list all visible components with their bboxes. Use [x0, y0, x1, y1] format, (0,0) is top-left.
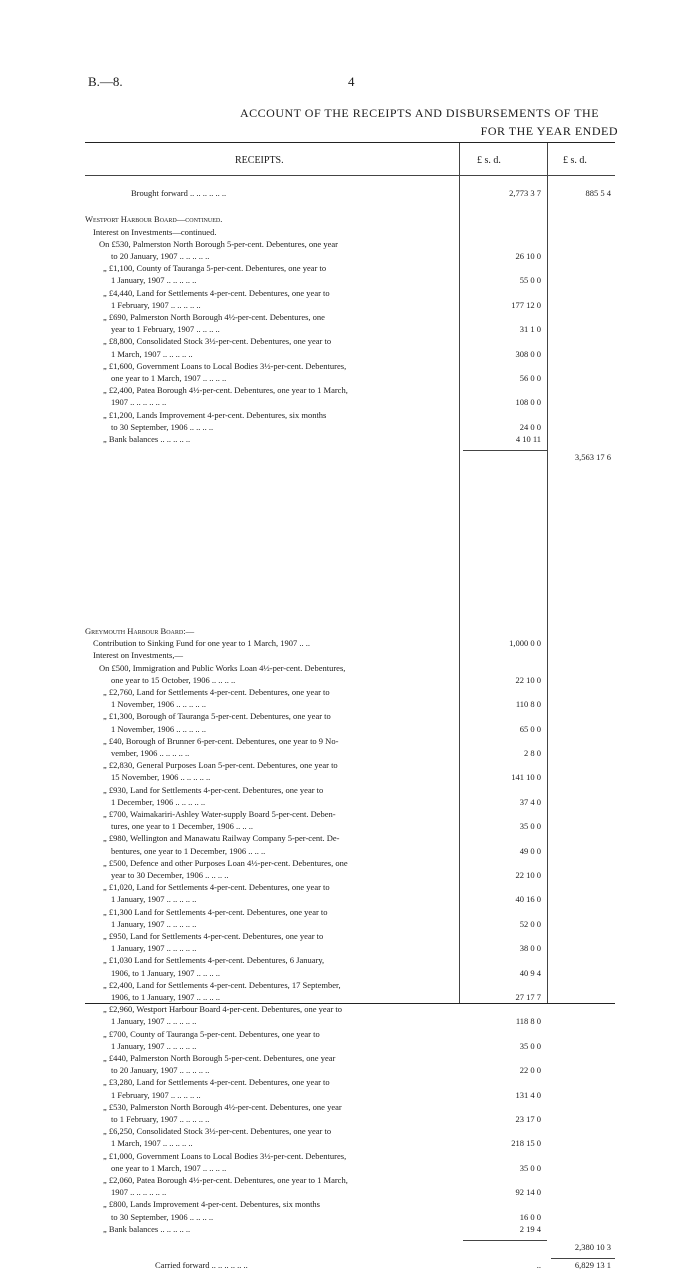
table-row [85, 1015, 615, 1027]
table-row [85, 1028, 615, 1040]
row-description: 1906, to 1 January, 1907 .. .. .. .. [111, 992, 220, 1002]
row-description: „ £1,020, Land for Settlements 4-per-cent. Debentures, one year to [103, 882, 330, 893]
row-description: „ £2,830, General Purposes Loan 5-per-cent. Debentures, one year to [103, 760, 338, 771]
table-row [85, 213, 615, 225]
row-description: Interest on Investments—continued. [93, 226, 217, 237]
row-amount-1: 16 0 0 [519, 1211, 541, 1222]
table-row [85, 1052, 615, 1064]
table-row [85, 808, 615, 820]
row-amount-1: 141 10 0 [511, 772, 541, 783]
row-description: 1 January, 1907 .. .. .. .. .. [111, 1016, 197, 1027]
row-amount-1: 131 4 0 [515, 1089, 541, 1100]
table-row [85, 771, 615, 783]
row-amount-2: 2,380 10 3 [574, 1242, 611, 1252]
row-amount-1: 52 0 0 [519, 918, 541, 929]
page-number: 4 [348, 74, 355, 89]
row-description: 1 January, 1907 .. .. .. .. .. [111, 918, 197, 929]
row-description: 1907 .. .. .. .. .. .. [111, 1187, 167, 1198]
row-description: 1 February, 1907 .. .. .. .. .. [111, 299, 201, 310]
row-description: „ £6,250, Consolidated Stock 3½-per-cent. Debentures, one year to [103, 1126, 332, 1137]
table-row [85, 238, 615, 250]
row-description: vember, 1906 .. .. .. .. .. [111, 748, 190, 758]
row-description: to 30 September, 1906 .. .. .. .. [111, 1211, 214, 1222]
row-description: „ £2,060, Patea Borough 4½-per-cent. Debentures, one year to 1 March, [103, 1175, 348, 1185]
row-description: „ £2,960, Westport Harbour Board 4-per-cent. Debentures, one year to [103, 1004, 343, 1015]
row-amount-1: 308 0 0 [515, 348, 541, 359]
row-description: 1 January, 1907 .. .. .. .. .. [111, 275, 197, 286]
row-description: 1 December, 1906 .. .. .. .. .. [111, 796, 206, 807]
table-row [85, 187, 615, 199]
row-description: „ £440, Palmerston North Borough 5-per-cent. Debentures, one year [103, 1053, 336, 1063]
table-row [85, 747, 615, 759]
table-row [85, 1211, 615, 1223]
row-amount-1: 26 10 0 [515, 251, 541, 261]
row-amount-1: 35 0 0 [519, 1162, 541, 1173]
table-row [85, 979, 615, 991]
account-table [85, 142, 615, 1271]
table-row [85, 409, 615, 421]
row-description: On £530, Palmerston North Borough 5-per-cent. Debentures, one year [99, 238, 338, 249]
row-description: tures, one year to 1 December, 1906 .. .. .. [111, 821, 253, 832]
row-description: 1 February, 1907 .. .. .. .. .. [111, 1089, 201, 1100]
row-description: 1907 .. .. .. .. .. .. [111, 397, 167, 408]
table-row [85, 662, 615, 674]
table-row [85, 1089, 615, 1101]
row-description: „ £4,440, Land for Settlements 4-per-cent. Debentures, one year to [103, 287, 330, 298]
row-amount-2: 3,563 17 6 [574, 452, 611, 463]
row-description: „ £2,760, Land for Settlements 4-per-cent. Debentures, one year to [103, 687, 330, 697]
table-row [85, 1162, 615, 1174]
row-description: „ £1,100, County of Tauranga 5-per-cent. Debentures, one year to [103, 263, 327, 274]
table-row [85, 348, 615, 360]
total-rule [463, 450, 547, 451]
row-amount-1: .. [536, 1260, 541, 1271]
row-description: „ £2,400, Patea Borough 4½-per-cent. Debentures, one year to 1 March, [103, 385, 348, 396]
table-row [85, 723, 615, 735]
table-row [85, 1137, 615, 1149]
header-rule [85, 175, 615, 176]
row-description: „ £500, Defence and other Purposes Loan 4½-per-cent. Debentures, one [103, 857, 348, 868]
row-description: 1 March, 1907 .. .. .. .. .. [111, 1138, 193, 1149]
row-description: Greymouth Harbour Board:— [85, 626, 195, 636]
row-amount-1: 23 17 0 [515, 1114, 541, 1124]
table-row [85, 323, 615, 335]
table-row [85, 274, 615, 286]
table-row [85, 698, 615, 710]
table-row [85, 396, 615, 408]
row-description: 1 January, 1907 .. .. .. .. .. [111, 943, 197, 954]
row-amount-1: 40 16 0 [515, 894, 541, 905]
row-description: 15 November, 1906 .. .. .. .. .. [111, 772, 211, 783]
row-amount-1: 65 0 0 [519, 723, 541, 734]
row-description: „ Bank balances .. .. .. .. .. [103, 1223, 191, 1234]
table-row [85, 1064, 615, 1076]
table-row [85, 1198, 615, 1210]
row-description: to 20 January, 1907 .. .. .. .. .. [111, 251, 210, 261]
row-description: year to 1 February, 1907 .. .. .. .. [111, 324, 220, 335]
row-amount-1: 31 1 0 [519, 324, 541, 335]
row-amount-1: 4 10 11 [515, 434, 541, 444]
row-amount-1: 24 0 0 [519, 421, 541, 432]
row-description: one year to 1 March, 1907 .. .. .. .. [111, 373, 227, 383]
row-description: bentures, one year to 1 December, 1906 .. .. .. [111, 845, 266, 856]
total-rule [551, 1258, 615, 1259]
row-description: „ £1,200, Lands Improvement 4-per-cent. Debentures, six months [103, 409, 327, 420]
table-row [85, 686, 615, 698]
row-description: Brought forward .. .. .. .. .. .. [131, 188, 227, 198]
row-description: 1 November, 1906 .. .. .. .. .. [111, 699, 207, 710]
table-row [85, 832, 615, 844]
header-receipts: RECEIPTS. [235, 155, 284, 166]
table-row [85, 625, 615, 637]
row-amount-1: 37 4 0 [519, 796, 541, 807]
table-row [85, 710, 615, 722]
table-row [85, 674, 615, 686]
table-row [85, 421, 615, 433]
row-description: „ £1,000, Government Loans to Local Bodies 3½-per-cent. Debentures, [103, 1150, 347, 1161]
row-amount-1: 110 8 0 [515, 699, 541, 710]
row-amount-1: 177 12 0 [511, 299, 541, 310]
row-description: „ £1,600, Government Loans to Local Bodies 3½-per-cent. Debentures, [103, 360, 347, 371]
row-description: 1 January, 1907 .. .. .. .. .. [111, 894, 197, 905]
row-description: Interest on Investments,— [93, 650, 183, 661]
row-amount-1: 40 9 4 [519, 967, 541, 978]
row-description: to 20 January, 1907 .. .. .. .. .. [111, 1065, 210, 1076]
row-description: one year to 15 October, 1906 .. .. .. .. [111, 674, 236, 685]
table-row [85, 930, 615, 942]
row-amount-1: 49 0 0 [519, 845, 541, 856]
table-row [85, 1150, 615, 1162]
table-row [85, 262, 615, 274]
row-amount-1: 22 0 0 [519, 1065, 541, 1076]
table-row [85, 918, 615, 930]
row-description: „ Bank balances .. .. .. .. .. [103, 434, 191, 444]
table-row [85, 1101, 615, 1113]
row-description: „ £980, Wellington and Manawatu Railway Company 5-per-cent. De- [103, 833, 340, 844]
header-col-1: £ s. d. [477, 155, 501, 166]
row-description: On £500, Immigration and Public Works Loan 4½-per-cent. Debentures, [99, 662, 346, 673]
row-description: „ £1,300, Borough of Tauranga 5-per-cent. Debentures, one year to [103, 711, 331, 722]
row-description: Contribution to Sinking Fund for one year to 1 March, 1907 .. .. [93, 638, 310, 649]
row-description: „ £700, Waimakariri-Ashley Water-supply Board 5-per-cent. Deben- [103, 809, 336, 819]
table-row [85, 1186, 615, 1198]
table-row [85, 1241, 615, 1253]
row-description: „ £930, Land for Settlements 4-per-cent. Debentures, one year to [103, 784, 324, 795]
row-description: „ £2,400, Land for Settlements 4-per-cent. Debentures, 17 September, [103, 979, 341, 990]
title-line-1: ACCOUNT OF THE RECEIPTS AND DISBURSEMENTS OF THE [240, 106, 600, 120]
row-amount-1: 38 0 0 [519, 943, 541, 954]
row-amount-1: 2 8 0 [524, 748, 541, 758]
header-col-2: £ s. d. [563, 155, 587, 166]
title-line-2: FOR THE YEAR ENDED [480, 124, 618, 138]
row-description: 1906, to 1 January, 1907 .. .. .. .. [111, 967, 220, 978]
row-description: Westport Harbour Board—continued. [85, 214, 223, 225]
row-amount-1: 35 0 0 [519, 1040, 541, 1051]
table-row [85, 311, 615, 323]
table-row [85, 451, 615, 463]
table-row [85, 637, 615, 649]
row-description: „ £8,800, Consolidated Stock 3½-per-cent. Debentures, one year to [103, 336, 332, 347]
row-description: „ £1,030 Land for Settlements 4-per-cent. Debentures, 6 January, [103, 955, 325, 966]
row-description: to 1 February, 1907 .. .. .. .. .. [111, 1114, 210, 1124]
row-amount-2: 885 5 4 [585, 188, 611, 198]
table-row [85, 372, 615, 384]
row-amount-1: 35 0 0 [519, 821, 541, 832]
table-row [85, 335, 615, 347]
table-row [85, 299, 615, 311]
table-row [85, 1125, 615, 1137]
row-description: „ £3,280, Land for Settlements 4-per-cent. Debentures, one year to [103, 1077, 330, 1088]
row-description: 1 January, 1907 .. .. .. .. .. [111, 1040, 197, 1051]
row-description: „ £700, County of Tauranga 5-per-cent. Debentures, one year to [103, 1028, 320, 1039]
row-description: year to 30 December, 1906 .. .. .. .. [111, 870, 229, 880]
table-row [85, 250, 615, 262]
table-row [85, 857, 615, 869]
table-row [85, 845, 615, 857]
row-amount-1: 218 15 0 [511, 1138, 541, 1149]
table-row [85, 954, 615, 966]
table-row [85, 967, 615, 979]
row-amount-2: 6,829 13 1 [574, 1260, 611, 1271]
table-row [85, 201, 615, 213]
table-row [85, 1113, 615, 1125]
table-row [85, 1040, 615, 1052]
row-description: Carried forward .. .. .. .. .. .. [155, 1260, 248, 1271]
row-amount-1: 55 0 0 [519, 275, 541, 286]
table-row [85, 820, 615, 832]
total-rule [463, 1240, 547, 1241]
row-description: 1 March, 1907 .. .. .. .. .. [111, 348, 193, 359]
row-amount-1: 27 17 7 [515, 992, 541, 1002]
table-row [85, 735, 615, 747]
table-row [85, 906, 615, 918]
row-amount-1: 22 10 0 [515, 674, 541, 685]
table-row [85, 384, 615, 396]
table-row [85, 759, 615, 771]
table-row [85, 784, 615, 796]
row-description: „ £40, Borough of Brunner 6-per-cent. Debentures, one year to 9 No- [103, 735, 339, 746]
table-row [85, 360, 615, 372]
row-description: to 30 September, 1906 .. .. .. .. [111, 421, 214, 432]
table-row [85, 881, 615, 893]
table-row [85, 1003, 615, 1015]
table-row [85, 287, 615, 299]
row-description: 1 November, 1906 .. .. .. .. .. [111, 723, 207, 734]
table-row [85, 1076, 615, 1088]
row-description: „ £800, Lands Improvement 4-per-cent. Debentures, six months [103, 1199, 320, 1210]
row-amount-1: 1,000 0 0 [509, 638, 541, 649]
table-row [85, 649, 615, 661]
row-amount-1: 56 0 0 [519, 373, 541, 383]
row-description: „ £530, Palmerston North Borough 4½-per-cent. Debentures, one year [103, 1101, 342, 1112]
table-row [85, 991, 615, 1003]
table-row [85, 796, 615, 808]
row-amount-1: 92 14 0 [515, 1187, 541, 1198]
row-amount-1: 118 8 0 [515, 1016, 541, 1027]
row-description: „ £690, Palmerston North Borough 4½-per-cent. Debentures, one [103, 312, 325, 322]
table-row [85, 1223, 615, 1235]
row-description: „ £950, Land for Settlements 4-per-cent. Debentures, one year to [103, 931, 324, 941]
row-amount-1: 2 19 4 [519, 1223, 541, 1234]
table-row [85, 1174, 615, 1186]
table-row [85, 1259, 615, 1271]
table-row [85, 433, 615, 445]
table-row [85, 942, 615, 954]
page-ref: B.—8. [88, 74, 123, 89]
table-row [85, 226, 615, 238]
table-row [85, 893, 615, 905]
row-description: one year to 1 March, 1907 .. .. .. .. [111, 1162, 227, 1173]
row-amount-1: 108 0 0 [515, 397, 541, 408]
row-amount-1: 2,773 3 7 [509, 188, 541, 198]
row-description: „ £1,300 Land for Settlements 4-per-cent. Debentures, one year to [103, 906, 328, 917]
table-row [85, 869, 615, 881]
row-amount-1: 22 10 0 [515, 870, 541, 880]
